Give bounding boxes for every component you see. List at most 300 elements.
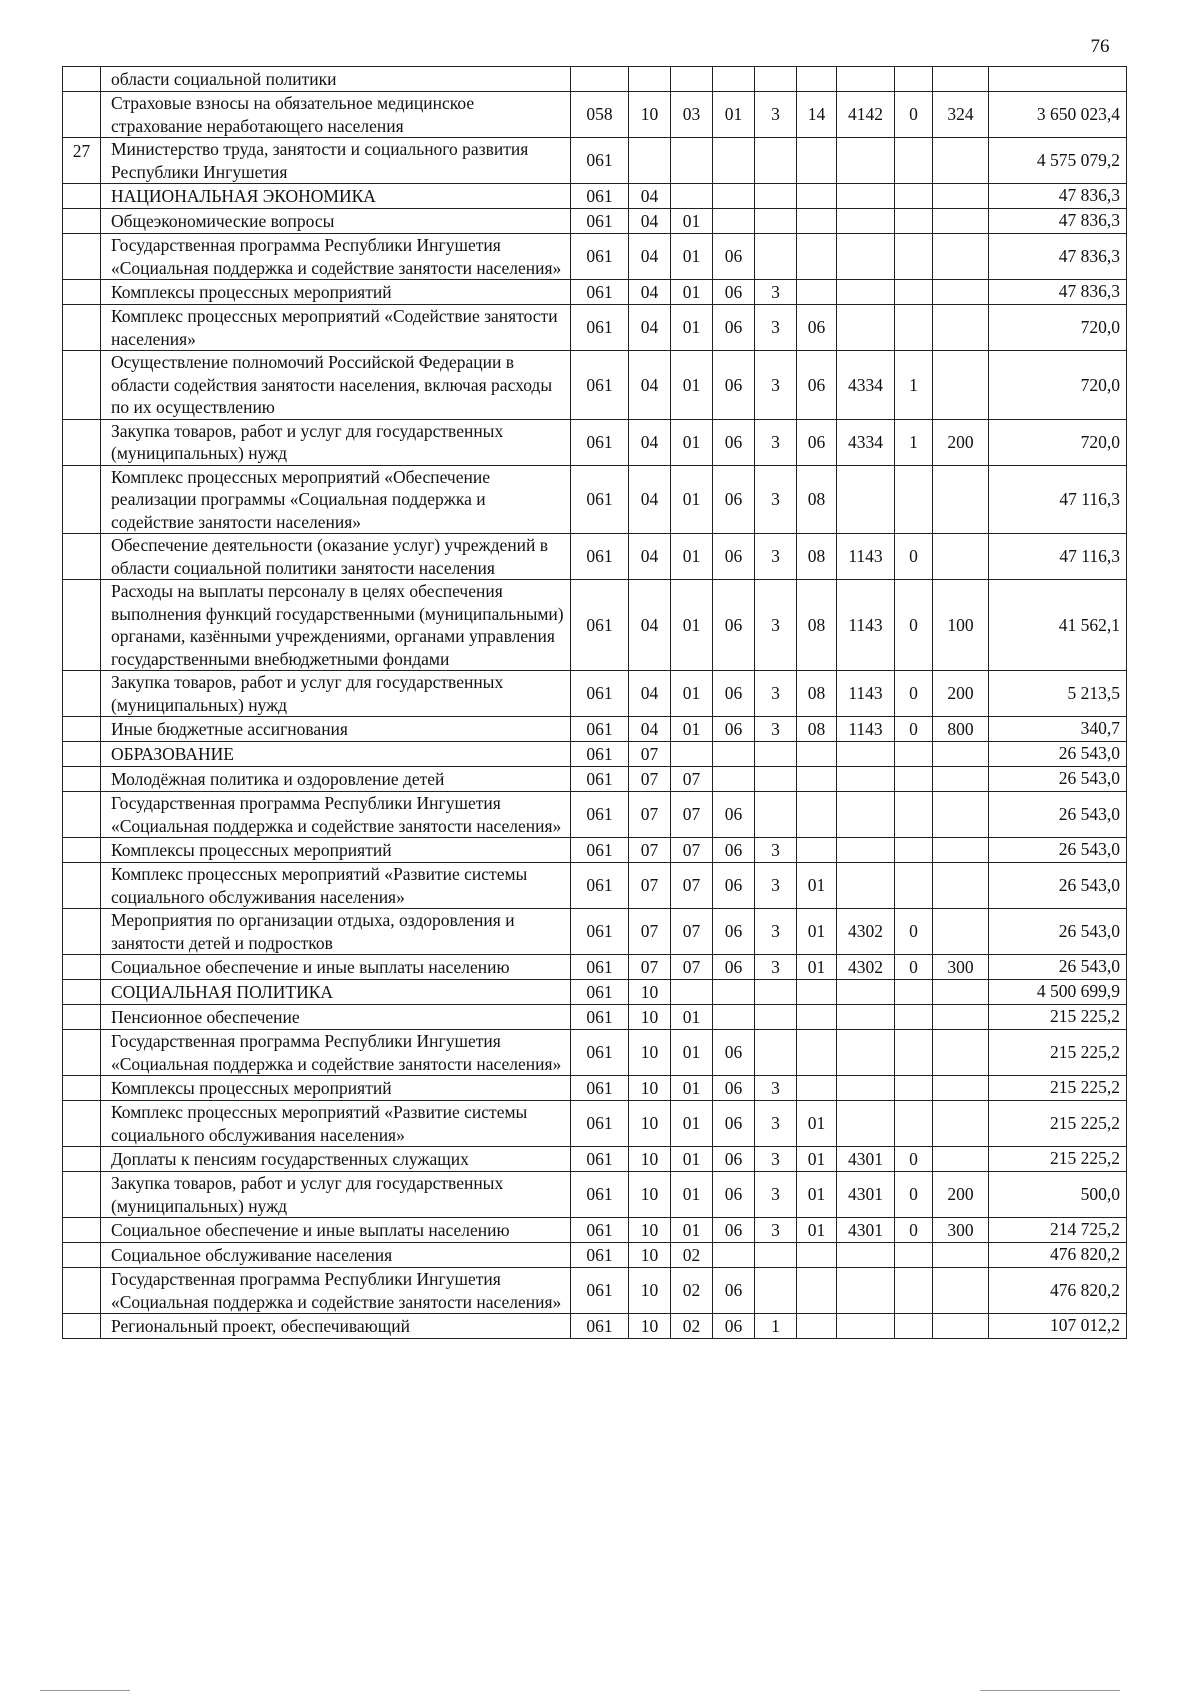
row-number-cell xyxy=(63,742,101,767)
amount-cell: 476 820,2 xyxy=(989,1268,1127,1314)
row-number-cell xyxy=(63,1172,101,1218)
item-name-cell: Государственная программа Республики Ингушетия «Социальная поддержка и содействие занятости населения» xyxy=(101,234,571,280)
row-number-cell xyxy=(63,419,101,465)
section-code-cell: 04 xyxy=(629,234,671,280)
event-code-cell xyxy=(797,838,837,863)
section-code-cell: 10 xyxy=(629,1030,671,1076)
event-code-cell xyxy=(797,209,837,234)
admin-code-cell: 061 xyxy=(571,742,629,767)
program-code-cell xyxy=(713,67,755,92)
subsection-code-cell: 01 xyxy=(671,209,713,234)
section-code-cell: 10 xyxy=(629,1147,671,1172)
direction-code-cell xyxy=(837,792,895,838)
direction-code-cell xyxy=(837,67,895,92)
table-row xyxy=(63,1218,1127,1243)
subprogram-code-cell: 3 xyxy=(755,1172,797,1218)
program-code-cell xyxy=(713,980,755,1005)
amount-cell: 215 225,2 xyxy=(989,1101,1127,1147)
table-row xyxy=(63,1101,1127,1147)
subprogram-code-cell: 3 xyxy=(755,1076,797,1101)
row-number-cell xyxy=(63,67,101,92)
amount-cell: 500,0 xyxy=(989,1172,1127,1218)
item-name-cell: Закупка товаров, работ и услуг для государственных (муниципальных) нужд xyxy=(101,671,571,717)
table-row xyxy=(63,1243,1127,1268)
direction-code-cell: 4301 xyxy=(837,1172,895,1218)
table-row xyxy=(63,1030,1127,1076)
event-code-cell xyxy=(797,1005,837,1030)
section-code-cell: 07 xyxy=(629,909,671,955)
extra-code-cell xyxy=(895,767,933,792)
row-number-cell xyxy=(63,1101,101,1147)
table-row xyxy=(63,863,1127,909)
amount-cell: 720,0 xyxy=(989,419,1127,465)
program-code-cell xyxy=(713,138,755,184)
subprogram-code-cell: 3 xyxy=(755,1147,797,1172)
item-name-cell: Иные бюджетные ассигнования xyxy=(101,717,571,742)
table-row xyxy=(63,184,1127,209)
direction-code-cell xyxy=(837,863,895,909)
admin-code-cell: 061 xyxy=(571,1005,629,1030)
item-name-cell: Государственная программа Республики Ингушетия «Социальная поддержка и содействие занятости населения» xyxy=(101,1268,571,1314)
subprogram-code-cell xyxy=(755,138,797,184)
subprogram-code-cell: 3 xyxy=(755,534,797,580)
program-code-cell: 06 xyxy=(713,1101,755,1147)
amount-cell: 47 836,3 xyxy=(989,209,1127,234)
section-code-cell: 07 xyxy=(629,838,671,863)
direction-code-cell: 4301 xyxy=(837,1218,895,1243)
item-name-cell: Комплексы процессных мероприятий xyxy=(101,1076,571,1101)
program-code-cell xyxy=(713,1005,755,1030)
event-code-cell xyxy=(797,184,837,209)
subprogram-code-cell xyxy=(755,1243,797,1268)
item-name-cell: НАЦИОНАЛЬНАЯ ЭКОНОМИКА xyxy=(101,184,571,209)
event-code-cell: 08 xyxy=(797,465,837,534)
subsection-code-cell: 01 xyxy=(671,1030,713,1076)
subprogram-code-cell xyxy=(755,1030,797,1076)
subprogram-code-cell xyxy=(755,980,797,1005)
page-number: 76 xyxy=(1090,36,1110,57)
program-code-cell: 06 xyxy=(713,863,755,909)
program-code-cell: 06 xyxy=(713,909,755,955)
row-number-cell xyxy=(63,767,101,792)
extra-code-cell: 0 xyxy=(895,717,933,742)
section-code-cell: 04 xyxy=(629,580,671,671)
item-name-cell: Общеэкономические вопросы xyxy=(101,209,571,234)
event-code-cell: 01 xyxy=(797,955,837,980)
subprogram-code-cell: 3 xyxy=(755,280,797,305)
subsection-code-cell: 01 xyxy=(671,465,713,534)
program-code-cell: 06 xyxy=(713,305,755,351)
item-name-cell: области социальной политики xyxy=(101,67,571,92)
event-code-cell xyxy=(797,980,837,1005)
item-name-cell: Закупка товаров, работ и услуг для государственных (муниципальных) нужд xyxy=(101,1172,571,1218)
expense-type-code-cell: 200 xyxy=(933,1172,989,1218)
event-code-cell xyxy=(797,234,837,280)
extra-code-cell xyxy=(895,280,933,305)
program-code-cell xyxy=(713,209,755,234)
subprogram-code-cell: 3 xyxy=(755,955,797,980)
amount-cell: 476 820,2 xyxy=(989,1243,1127,1268)
admin-code-cell: 061 xyxy=(571,838,629,863)
section-code-cell: 04 xyxy=(629,534,671,580)
program-code-cell: 06 xyxy=(713,1147,755,1172)
event-code-cell xyxy=(797,1243,837,1268)
item-name-cell: Социальное обслуживание населения xyxy=(101,1243,571,1268)
extra-code-cell xyxy=(895,305,933,351)
subsection-code-cell: 07 xyxy=(671,838,713,863)
item-name-cell: Мероприятия по организации отдыха, оздоровления и занятости детей и подростков xyxy=(101,909,571,955)
row-number-cell xyxy=(63,792,101,838)
subprogram-code-cell xyxy=(755,184,797,209)
program-code-cell: 06 xyxy=(713,955,755,980)
table-row xyxy=(63,92,1127,138)
extra-code-cell: 0 xyxy=(895,534,933,580)
table-row xyxy=(63,1268,1127,1314)
program-code-cell xyxy=(713,184,755,209)
row-number-cell xyxy=(63,305,101,351)
direction-code-cell xyxy=(837,1268,895,1314)
expense-type-code-cell xyxy=(933,280,989,305)
row-number-cell xyxy=(63,1030,101,1076)
section-code-cell xyxy=(629,138,671,184)
direction-code-cell xyxy=(837,209,895,234)
event-code-cell: 08 xyxy=(797,580,837,671)
expense-type-code-cell: 200 xyxy=(933,671,989,717)
amount-cell: 47 116,3 xyxy=(989,534,1127,580)
item-name-cell: Социальное обеспечение и иные выплаты населению xyxy=(101,955,571,980)
amount-cell: 26 543,0 xyxy=(989,792,1127,838)
item-name-cell: Страховые взносы на обязательное медицинское страхование неработающего населения xyxy=(101,92,571,138)
item-name-cell: Осуществление полномочий Российской Федерации в области содействия занятости населения, включая расходы по их осуществлению xyxy=(101,351,571,420)
event-code-cell: 08 xyxy=(797,717,837,742)
amount-cell: 215 225,2 xyxy=(989,1030,1127,1076)
admin-code-cell: 061 xyxy=(571,1268,629,1314)
admin-code-cell: 061 xyxy=(571,305,629,351)
expense-type-code-cell xyxy=(933,234,989,280)
table-row xyxy=(63,234,1127,280)
table-row xyxy=(63,1076,1127,1101)
extra-code-cell xyxy=(895,184,933,209)
extra-code-cell: 0 xyxy=(895,580,933,671)
subsection-code-cell: 01 xyxy=(671,1101,713,1147)
event-code-cell: 06 xyxy=(797,419,837,465)
event-code-cell xyxy=(797,138,837,184)
direction-code-cell xyxy=(837,1101,895,1147)
subprogram-code-cell xyxy=(755,1005,797,1030)
program-code-cell: 06 xyxy=(713,717,755,742)
row-number-cell xyxy=(63,955,101,980)
program-code-cell: 06 xyxy=(713,280,755,305)
program-code-cell: 06 xyxy=(713,1030,755,1076)
extra-code-cell xyxy=(895,1076,933,1101)
amount-cell: 26 543,0 xyxy=(989,955,1127,980)
event-code-cell xyxy=(797,742,837,767)
admin-code-cell: 061 xyxy=(571,792,629,838)
section-code-cell: 04 xyxy=(629,184,671,209)
amount-cell: 41 562,1 xyxy=(989,580,1127,671)
program-code-cell: 06 xyxy=(713,419,755,465)
expense-type-code-cell xyxy=(933,465,989,534)
amount-cell: 215 225,2 xyxy=(989,1147,1127,1172)
subsection-code-cell: 01 xyxy=(671,1076,713,1101)
extra-code-cell xyxy=(895,209,933,234)
expense-type-code-cell: 300 xyxy=(933,1218,989,1243)
subprogram-code-cell: 3 xyxy=(755,465,797,534)
section-code-cell: 10 xyxy=(629,1172,671,1218)
budget-table xyxy=(62,66,1127,1339)
expense-type-code-cell xyxy=(933,792,989,838)
direction-code-cell xyxy=(837,1314,895,1339)
direction-code-cell xyxy=(837,184,895,209)
item-name-cell: Закупка товаров, работ и услуг для государственных (муниципальных) нужд xyxy=(101,419,571,465)
extra-code-cell xyxy=(895,1268,933,1314)
direction-code-cell: 4302 xyxy=(837,909,895,955)
program-code-cell: 06 xyxy=(713,1218,755,1243)
event-code-cell: 01 xyxy=(797,1101,837,1147)
program-code-cell: 06 xyxy=(713,1268,755,1314)
expense-type-code-cell xyxy=(933,767,989,792)
amount-cell: 3 650 023,4 xyxy=(989,92,1127,138)
subprogram-code-cell: 3 xyxy=(755,92,797,138)
item-name-cell: Комплекс процессных мероприятий «Развитие системы социального обслуживания населения» xyxy=(101,1101,571,1147)
extra-code-cell xyxy=(895,742,933,767)
expense-type-code-cell xyxy=(933,534,989,580)
direction-code-cell: 1143 xyxy=(837,671,895,717)
subsection-code-cell: 07 xyxy=(671,909,713,955)
admin-code-cell: 061 xyxy=(571,351,629,420)
extra-code-cell: 0 xyxy=(895,955,933,980)
subsection-code-cell: 01 xyxy=(671,671,713,717)
extra-code-cell: 0 xyxy=(895,1147,933,1172)
direction-code-cell: 4302 xyxy=(837,955,895,980)
row-number-cell xyxy=(63,280,101,305)
table-row xyxy=(63,209,1127,234)
table-row xyxy=(63,767,1127,792)
section-code-cell: 04 xyxy=(629,280,671,305)
subsection-code-cell: 03 xyxy=(671,92,713,138)
section-code-cell: 07 xyxy=(629,767,671,792)
subsection-code-cell: 01 xyxy=(671,1147,713,1172)
program-code-cell: 06 xyxy=(713,1172,755,1218)
item-name-cell: Доплаты к пенсиям государственных служащих xyxy=(101,1147,571,1172)
subsection-code-cell: 07 xyxy=(671,792,713,838)
section-code-cell: 04 xyxy=(629,671,671,717)
direction-code-cell xyxy=(837,1030,895,1076)
admin-code-cell: 061 xyxy=(571,1218,629,1243)
event-code-cell: 08 xyxy=(797,671,837,717)
scan-artifact-line xyxy=(40,1690,130,1691)
subsection-code-cell: 01 xyxy=(671,280,713,305)
subsection-code-cell: 01 xyxy=(671,305,713,351)
table-row xyxy=(63,792,1127,838)
direction-code-cell: 4301 xyxy=(837,1147,895,1172)
expense-type-code-cell xyxy=(933,1005,989,1030)
direction-code-cell xyxy=(837,234,895,280)
section-code-cell: 10 xyxy=(629,92,671,138)
subprogram-code-cell xyxy=(755,234,797,280)
admin-code-cell: 061 xyxy=(571,1243,629,1268)
event-code-cell: 06 xyxy=(797,305,837,351)
extra-code-cell: 0 xyxy=(895,1172,933,1218)
amount-cell: 215 225,2 xyxy=(989,1076,1127,1101)
subsection-code-cell: 02 xyxy=(671,1314,713,1339)
item-name-cell: Комплексы процессных мероприятий xyxy=(101,838,571,863)
admin-code-cell: 061 xyxy=(571,717,629,742)
expense-type-code-cell xyxy=(933,1030,989,1076)
row-number-cell xyxy=(63,465,101,534)
subprogram-code-cell xyxy=(755,767,797,792)
expense-type-code-cell: 324 xyxy=(933,92,989,138)
event-code-cell: 14 xyxy=(797,92,837,138)
subprogram-code-cell xyxy=(755,67,797,92)
amount-cell: 47 116,3 xyxy=(989,465,1127,534)
table-row xyxy=(63,742,1127,767)
program-code-cell: 01 xyxy=(713,92,755,138)
extra-code-cell xyxy=(895,1243,933,1268)
subprogram-code-cell xyxy=(755,742,797,767)
extra-code-cell: 0 xyxy=(895,671,933,717)
extra-code-cell: 0 xyxy=(895,1218,933,1243)
subsection-code-cell: 01 xyxy=(671,234,713,280)
direction-code-cell xyxy=(837,305,895,351)
program-code-cell: 06 xyxy=(713,838,755,863)
program-code-cell xyxy=(713,1243,755,1268)
direction-code-cell: 1143 xyxy=(837,534,895,580)
amount-cell: 4 500 699,9 xyxy=(989,980,1127,1005)
row-number-cell xyxy=(63,838,101,863)
admin-code-cell: 061 xyxy=(571,671,629,717)
program-code-cell: 06 xyxy=(713,1314,755,1339)
program-code-cell: 06 xyxy=(713,1076,755,1101)
section-code-cell: 10 xyxy=(629,980,671,1005)
row-number-cell xyxy=(63,351,101,420)
amount-cell: 47 836,3 xyxy=(989,234,1127,280)
program-code-cell: 06 xyxy=(713,465,755,534)
event-code-cell: 01 xyxy=(797,909,837,955)
row-number-cell xyxy=(63,863,101,909)
admin-code-cell: 061 xyxy=(571,580,629,671)
admin-code-cell: 061 xyxy=(571,1076,629,1101)
admin-code-cell: 061 xyxy=(571,767,629,792)
item-name-cell: Пенсионное обеспечение xyxy=(101,1005,571,1030)
program-code-cell: 06 xyxy=(713,534,755,580)
amount-cell: 26 543,0 xyxy=(989,838,1127,863)
extra-code-cell xyxy=(895,67,933,92)
direction-code-cell: 1143 xyxy=(837,717,895,742)
section-code-cell: 04 xyxy=(629,717,671,742)
event-code-cell: 08 xyxy=(797,534,837,580)
direction-code-cell xyxy=(837,742,895,767)
program-code-cell xyxy=(713,742,755,767)
row-number-cell xyxy=(63,1314,101,1339)
program-code-cell: 06 xyxy=(713,351,755,420)
section-code-cell: 07 xyxy=(629,792,671,838)
direction-code-cell xyxy=(837,1243,895,1268)
table-row xyxy=(63,1172,1127,1218)
admin-code-cell: 061 xyxy=(571,280,629,305)
extra-code-cell: 1 xyxy=(895,351,933,420)
admin-code-cell: 061 xyxy=(571,234,629,280)
section-code-cell: 04 xyxy=(629,305,671,351)
subsection-code-cell: 01 xyxy=(671,1172,713,1218)
admin-code-cell: 061 xyxy=(571,1172,629,1218)
section-code-cell: 10 xyxy=(629,1268,671,1314)
admin-code-cell: 061 xyxy=(571,465,629,534)
direction-code-cell xyxy=(837,280,895,305)
admin-code-cell: 061 xyxy=(571,909,629,955)
subprogram-code-cell: 3 xyxy=(755,1101,797,1147)
admin-code-cell: 061 xyxy=(571,419,629,465)
row-number-cell xyxy=(63,1218,101,1243)
row-number-cell xyxy=(63,909,101,955)
table-row xyxy=(63,534,1127,580)
direction-code-cell xyxy=(837,980,895,1005)
expense-type-code-cell xyxy=(933,1076,989,1101)
program-code-cell: 06 xyxy=(713,580,755,671)
row-number-cell xyxy=(63,1147,101,1172)
amount-cell: 4 575 079,2 xyxy=(989,138,1127,184)
amount-cell: 26 543,0 xyxy=(989,767,1127,792)
amount-cell: 47 836,3 xyxy=(989,184,1127,209)
expense-type-code-cell: 200 xyxy=(933,419,989,465)
table-row xyxy=(63,955,1127,980)
row-number-cell xyxy=(63,234,101,280)
subsection-code-cell xyxy=(671,184,713,209)
event-code-cell: 01 xyxy=(797,1172,837,1218)
extra-code-cell xyxy=(895,1005,933,1030)
admin-code-cell: 058 xyxy=(571,92,629,138)
extra-code-cell xyxy=(895,980,933,1005)
admin-code-cell: 061 xyxy=(571,138,629,184)
amount-cell: 26 543,0 xyxy=(989,909,1127,955)
admin-code-cell: 061 xyxy=(571,1314,629,1339)
expense-type-code-cell xyxy=(933,184,989,209)
event-code-cell: 06 xyxy=(797,351,837,420)
table-row xyxy=(63,838,1127,863)
subsection-code-cell: 01 xyxy=(671,419,713,465)
table-row xyxy=(63,305,1127,351)
section-code-cell xyxy=(629,67,671,92)
event-code-cell: 01 xyxy=(797,1218,837,1243)
admin-code-cell: 061 xyxy=(571,184,629,209)
section-code-cell: 10 xyxy=(629,1218,671,1243)
direction-code-cell xyxy=(837,1005,895,1030)
subsection-code-cell xyxy=(671,980,713,1005)
subsection-code-cell: 02 xyxy=(671,1268,713,1314)
amount-cell: 5 213,5 xyxy=(989,671,1127,717)
extra-code-cell: 1 xyxy=(895,419,933,465)
expense-type-code-cell xyxy=(933,138,989,184)
event-code-cell: 01 xyxy=(797,863,837,909)
subprogram-code-cell: 3 xyxy=(755,419,797,465)
amount-cell xyxy=(989,67,1127,92)
section-code-cell: 04 xyxy=(629,465,671,534)
section-code-cell: 10 xyxy=(629,1243,671,1268)
subprogram-code-cell: 3 xyxy=(755,838,797,863)
table-row xyxy=(63,280,1127,305)
section-code-cell: 10 xyxy=(629,1076,671,1101)
direction-code-cell: 4334 xyxy=(837,419,895,465)
subprogram-code-cell: 1 xyxy=(755,1314,797,1339)
event-code-cell xyxy=(797,1268,837,1314)
extra-code-cell xyxy=(895,1101,933,1147)
admin-code-cell: 061 xyxy=(571,955,629,980)
item-name-cell: Государственная программа Республики Ингушетия «Социальная поддержка и содействие занятости населения» xyxy=(101,1030,571,1076)
section-code-cell: 10 xyxy=(629,1005,671,1030)
subsection-code-cell: 07 xyxy=(671,767,713,792)
subsection-code-cell: 07 xyxy=(671,955,713,980)
subprogram-code-cell xyxy=(755,792,797,838)
